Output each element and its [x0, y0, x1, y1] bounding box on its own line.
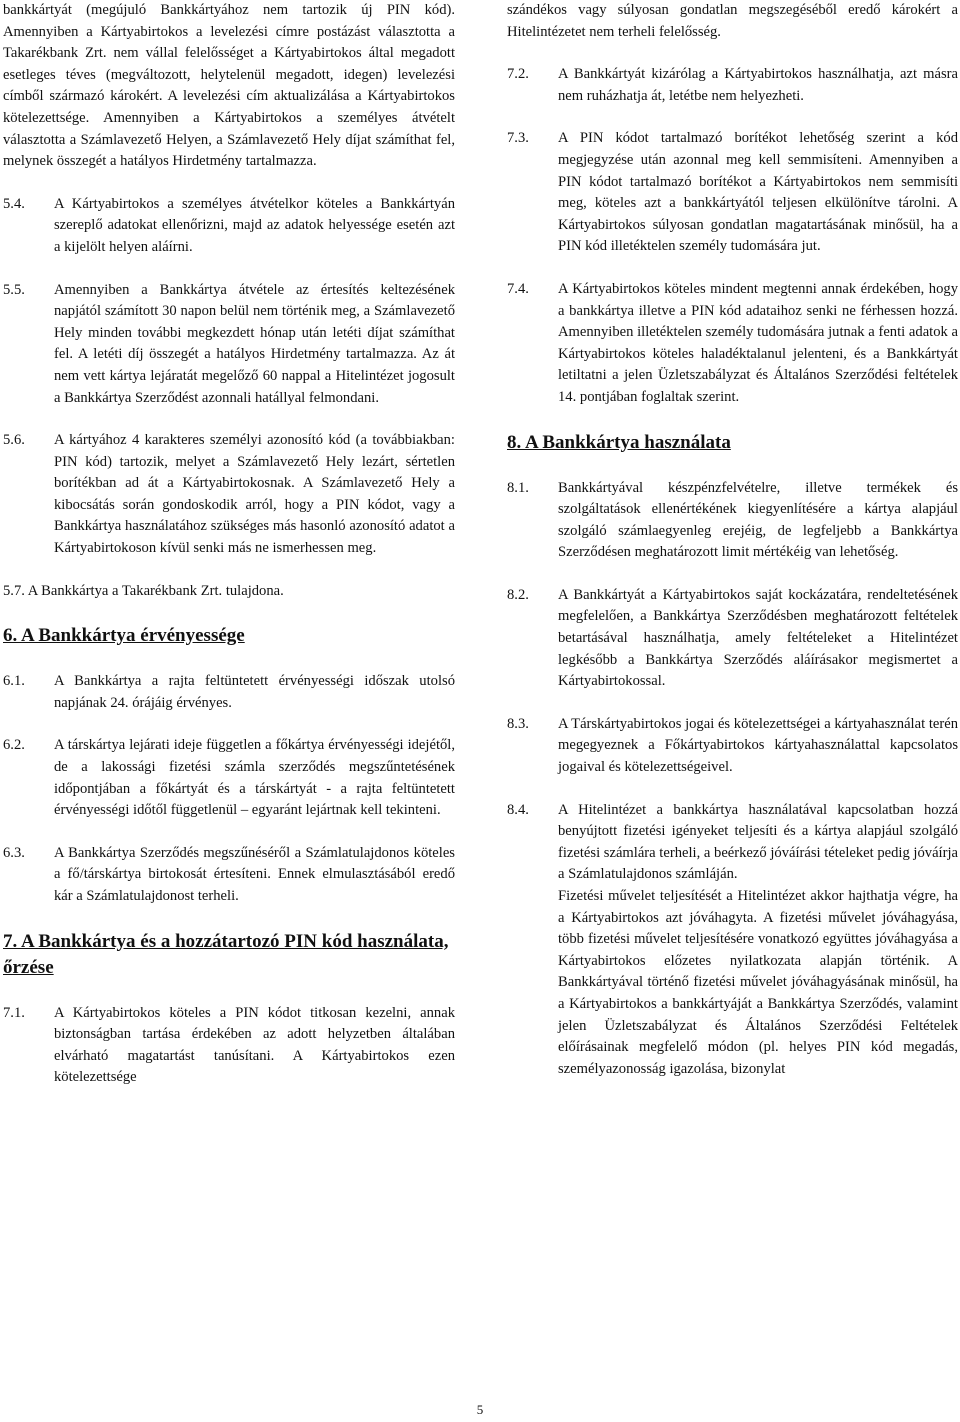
item-7-1 — [3, 1003, 455, 1089]
item-number: 6.3. — [3, 844, 25, 861]
item-text: A Bankkártya a rajta feltüntetett érvényességi időszak utolsó napjának 24. órájáig érvényes. — [54, 673, 455, 711]
item-6-1 — [3, 671, 455, 714]
item-number: 5.5. — [3, 281, 25, 298]
section-7-items-right — [507, 64, 958, 408]
item-5-4 — [3, 194, 455, 259]
item-5-6 — [3, 430, 455, 560]
item-number: 5.4. — [3, 195, 25, 212]
item-text: A Bankkártyát a Kártyabirtokos saját kockázatára, rendeltetésének megfelelően, a Bankkártya Szerződésben meghatározott feltételek betartásával használhatja, amely feltételeket a Hitelintézet legkésőbb a Bankkártya Szerződés aláírásakor megismertet a Kártyabirtokossal. — [558, 586, 958, 690]
item-number: 6.1. — [3, 673, 25, 690]
item-text: A Bankkártyát kizárólag a Kártyabirtokos használhatja, azt másra nem ruházhatja át, letétbe nem helyezheti. — [558, 66, 958, 104]
item-text: Bankkártyával készpénzfelvételre, illetve termékek és szolgáltatások ellenértékének kiegyenlítésére a kártya alapjául szolgáló számlaegyenleg erejéig, de legfeljebb a Bankkártya Szerződésen meghatározott limit mértékéig van lehetőség. — [558, 479, 958, 561]
item-6-2 — [3, 735, 455, 821]
right-column — [507, 0, 958, 1080]
item-7-3 — [507, 128, 958, 258]
section-5-items — [3, 194, 455, 560]
item-number: 5.6. — [3, 432, 25, 449]
item-number: 6.2. — [3, 737, 25, 754]
item-text: A Kártyabirtokos köteles a PIN kódot titkosan kezelni, annak biztonságban tartása érdekében az adott helyzetben általában elvárható magatartást tanúsítani. A Kártyabirtokos ezen kötelezettsége — [54, 1004, 455, 1086]
item-text: A Bankkártya Szerződés megszűnéséről a Számlatulajdonos köteles a fő/társkártya birtokosát értesíteni. Ennek elmulasztásából eredő kár a Számlatulajdonost terheli. — [54, 844, 455, 904]
right-intro-paragraph: szándékos vagy súlyosan gondatlan megszegéséből eredő károkért a Hitelintézetet nem terheli felelősség. — [507, 2, 958, 40]
left-column — [3, 0, 455, 1110]
item-number: 8.4. — [507, 801, 529, 818]
item-7-2 — [507, 64, 958, 107]
item-number: 7.4. — [507, 280, 529, 297]
item-5-5 — [3, 280, 455, 410]
heading-section-6: 6. A Bankkártya érvényessége — [3, 625, 245, 647]
item-8-2 — [507, 585, 958, 693]
item-8-3 — [507, 714, 958, 779]
item-number: 7.2. — [507, 66, 529, 83]
page-number: 5 — [476, 1402, 484, 1417]
item-8-1 — [507, 478, 958, 564]
heading-section-7: 7. A Bankkártya és a hozzátartozó PIN kód használata, őrzése — [3, 930, 449, 978]
item-8-4 — [507, 800, 958, 886]
heading-section-8: 8. A Bankkártya használata — [507, 431, 731, 453]
item-number: 8.3. — [507, 715, 529, 732]
section-7-items-left — [3, 1003, 455, 1089]
item-7-4 — [507, 279, 958, 409]
item-text: A társkártya lejárati ideje független a főkártya érvényességi idejétől, de a lakossági fizetési számla szerződés megszűntetésének időpontjában a főkártyát és a társkártyát - a rajta feltüntetett érvényességi időtől függetlenül – egyaránt lejártnak kell tekinteni. — [54, 737, 455, 819]
item-8-4-continued: Fizetési művelet teljesítését a Hitelintézet akkor hajthatja végre, ha a Kártyabirtokos azt jóváhagyta. A fizetési művelet jóváhagyása, több fizetési művelet teljesítésére vonatkozó együttes jóváhagyása a Kártyabirtokos előzetes nyilatkozata alapján történik. A Bankkártyával történő fizetési művelet jóváhagyásának minősül, ha a Kártyabirtokos a bankkártyáját a Bankkártya Szerződés, valamint jelen Üzletszabályzat és Általános Szerződési Feltételek előírásainak megfelelő módon (pl. helyes PIN kód megadás, személyazonosság igazolása, bizonylat — [558, 888, 958, 1077]
left-intro-paragraph: bankkártyát (megújuló Bankkártyához nem tartozik új PIN kód). Amennyiben a Kártyabirtokos a levelezési címre postázást választotta a Takarékbank Zrt. nem vállal felelősséget a Kártyabirtokos által megadott esetleges téves (megváltozott, helytelenül megadott, idegen) levelezési címből származó károkért. A levelezési cím aktualizálása a Kártyabirtokos kötelezettsége. Amennyiben a Kártyabirtokos a személyes átvételt választotta a Számlavezető Helyen, a Számlavezető Hely díjat számíthat fel, melynek összegét a hatályos Hirdetmény tartalmazza. — [3, 2, 455, 170]
item-number: 8.2. — [507, 586, 529, 603]
item-number: 7.3. — [507, 130, 529, 147]
item-text: A Kártyabirtokos a személyes átvételkor köteles a Bankkártyán szereplő adatokat ellenőrizni, majd az adatok helyessége esetén azt a kijelölt helyen aláírni. — [54, 195, 455, 255]
item-text: A Kártyabirtokos köteles mindent megtenni annak érdekében, hogy a bankkártya illetve a PIN kód adataihoz senki ne férhessen hozzá. Amennyiben illetéktelen személy tudomására jutnak a fenti adatok a Kártyabirtokos köteles haladéktalanul jelenteni, és a Bankkártyát letiltatni a jelen Üzletszabályzat és Általános Szerződési feltételek 14. pontjában foglaltak szerint. — [558, 280, 958, 405]
item-text: A PIN kódot tartalmazó borítékot lehetőség szerint a kód megjegyzése után azonnal meg kell semmisíteni. Amennyiben a PIN kódot tartalmazó borítékot a Kártyabirtokos nem semmisíti meg, köteles azt a bankkártyától teljesen elkülönítve tárolni. A Kártyabirtokos súlyosan gondatlan magatartásának minősül, ha a PIN kód illetéktelen személy tudomására jut. — [558, 130, 958, 255]
item-text: A Társkártyabirtokos jogai és kötelezettségei a kártyahasználat terén megegyeznek a Főkártyabirtokos kártyahasználattal kapcsolatos jogaival és kötelezettségeivel. — [558, 715, 958, 776]
item-5-7: 5.7. A Bankkártya a Takarékbank Zrt. tulajdona. — [3, 582, 284, 599]
section-6-items — [3, 671, 455, 907]
item-text: A kártyához 4 karakteres személyi azonosító kód (a továbbiakban: PIN kód) tartozik, melyet a Számlavezető Hely lezárt, sértetlen borítékban ad át a Kártyabirtokosnak. A Számlavezető Hely a kibocsátás során gondoskodik arról, hogy a PIN kódot, vagy a Bankkártya használatához szükséges más hasonló azonosító adatot a Kártyabirtokoson kívül senki más ne ismerhessen meg. — [54, 432, 455, 557]
section-8-items — [507, 478, 958, 887]
item-text: Amennyiben a Bankkártya átvétele az értesítés keltezésének napjától számított 30 napon belül nem történik meg, a Számlavezető Hely minden további megkezdett hónap után letéti díjat számíthat fel. A letéti díj összegét a hatályos Hirdetmény tartalmazza. Az át nem vett kártya lejáratát megelőző 60 nappal a Hitelintézet jogosult a Bankkártya Szerződést azonnali hatállyal felmondani. — [54, 281, 455, 406]
item-number: 7.1. — [3, 1004, 25, 1021]
item-6-3 — [3, 843, 455, 908]
item-text: A Hitelintézet a bankkártya használatával kapcsolatban hozzá benyújtott fizetési igényeket teljesíti és a kártya alapjául szolgáló fizetési számlára terheli, a beérkező jóváírási tételeket pedig jóváírja a Számlatulajdonos számláján. — [558, 801, 958, 883]
item-number: 8.1. — [507, 479, 529, 496]
